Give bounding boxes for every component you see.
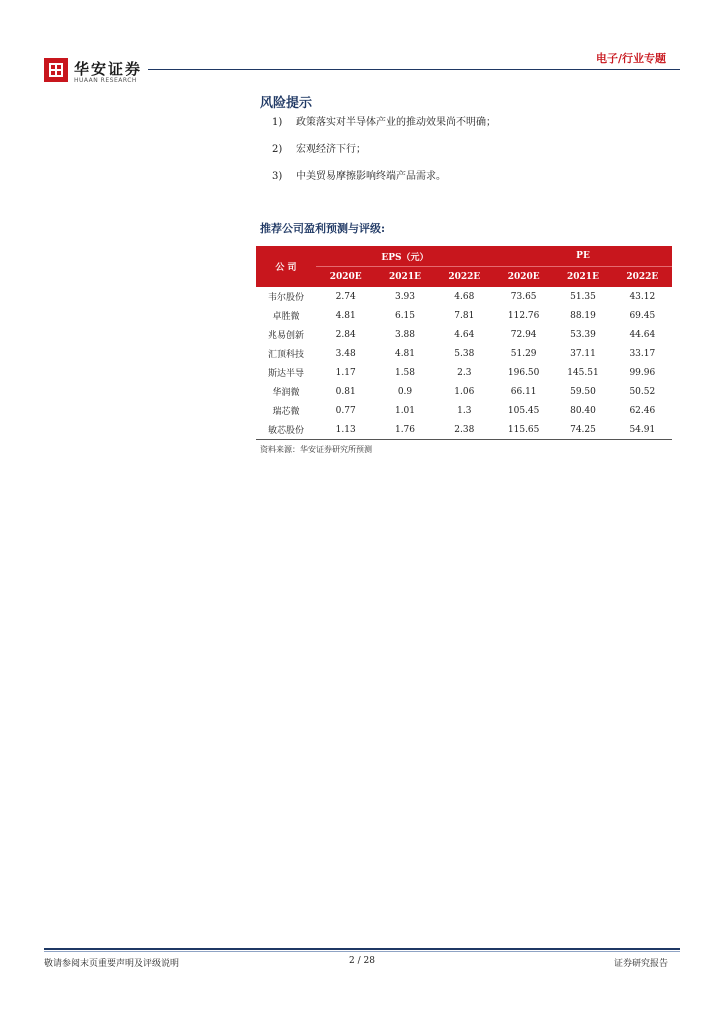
- header-divider: [148, 69, 680, 70]
- risk-list: [272, 114, 496, 195]
- value-cell: 74.25: [553, 420, 612, 440]
- value-cell: 1.13: [316, 420, 375, 440]
- value-cell: 6.15: [394, 310, 416, 321]
- value-cell: 80.40: [570, 405, 596, 416]
- value-cell: 1.06: [454, 386, 475, 397]
- value-cell: 99.96: [629, 367, 656, 378]
- column-header-year: 2020E: [494, 267, 553, 288]
- value-cell: 72.94: [510, 329, 537, 340]
- value-cell: 50.52: [629, 386, 656, 397]
- column-group-eps: EPS（元）: [316, 246, 494, 267]
- value-cell: 0.77: [335, 405, 356, 416]
- page-number: 2 / 28: [349, 956, 375, 966]
- risk-item-text: 中美贸易摩擦影响终端产品需求。: [296, 171, 446, 182]
- value-cell: 112.76: [507, 310, 540, 321]
- value-cell: 4.68: [454, 291, 475, 302]
- table-row: [256, 420, 672, 440]
- value-cell: 59.50: [570, 386, 596, 397]
- risk-item-text: 宏观经济下行；: [296, 144, 366, 155]
- table-row: [256, 382, 672, 401]
- value-cell: 4.81: [394, 348, 416, 359]
- huaan-logo-icon: [44, 58, 68, 82]
- risk-item: [272, 141, 496, 168]
- value-cell: 33.17: [629, 348, 656, 359]
- value-cell: 145.51: [567, 367, 599, 378]
- value-cell: 4.64: [454, 329, 475, 340]
- report-category: 电子/行业专题: [595, 52, 666, 65]
- value-cell: 0.81: [335, 386, 356, 397]
- value-cell: 105.45: [507, 405, 540, 416]
- value-cell: 4.81: [335, 310, 356, 321]
- value-cell: 51.35: [570, 291, 596, 302]
- value-cell: 2.84: [335, 329, 356, 340]
- value-cell: 1.58: [394, 367, 416, 378]
- value-cell: 66.11: [510, 386, 537, 397]
- company-name-cell: 卓胜微: [272, 312, 300, 322]
- column-header-company: 公 司: [256, 246, 316, 287]
- value-cell: 5.38: [454, 348, 475, 359]
- risk-section-title: 风险提示: [260, 96, 313, 111]
- value-cell: 37.11: [570, 348, 596, 359]
- risk-item-number: 2): [272, 144, 283, 155]
- value-cell: 1.01: [394, 405, 416, 416]
- table-row: [256, 401, 672, 420]
- risk-item-text: 政策落实对半导体产业的推动效果尚不明确；: [296, 117, 496, 128]
- value-cell: 51.29: [510, 348, 537, 359]
- value-cell: 44.64: [629, 329, 656, 340]
- footer-report-type: 证券研究报告: [613, 959, 668, 969]
- value-cell: 54.91: [613, 420, 672, 440]
- table-row: [256, 325, 672, 344]
- table-row: [256, 363, 672, 382]
- value-cell: 3.93: [394, 291, 416, 302]
- column-group-pe: PE: [494, 246, 672, 267]
- value-cell: 2.3: [457, 367, 472, 378]
- value-cell: 88.19: [570, 310, 596, 321]
- value-cell: 73.65: [510, 291, 537, 302]
- company-name-cell: 瑞芯微: [272, 407, 300, 417]
- table-row: [256, 287, 672, 306]
- table-source-note: 资料来源：华安证券研究所预测: [260, 445, 372, 454]
- table-row: [256, 344, 672, 363]
- footer-disclaimer: 敬请参阅末页重要声明及评级说明: [44, 959, 180, 969]
- company-name-cell: 兆易创新: [267, 331, 304, 341]
- value-cell: 115.65: [494, 420, 553, 440]
- column-header-year: 2021E: [375, 267, 434, 288]
- company-name-cell: 华润微: [272, 388, 300, 398]
- risk-item: [272, 168, 496, 195]
- table-row: [256, 306, 672, 325]
- company-name-cell: 汇顶科技: [267, 350, 304, 360]
- column-header-year: 2022E: [435, 267, 494, 288]
- risk-item: [272, 114, 496, 141]
- column-header-year: 2022E: [613, 267, 672, 288]
- risk-item-number: 3): [272, 171, 283, 182]
- value-cell: 53.39: [570, 329, 596, 340]
- company-name-cell: 韦尔股份: [267, 293, 304, 303]
- footer-divider: [44, 948, 680, 950]
- value-cell: 62.46: [629, 405, 656, 416]
- value-cell: 1.76: [375, 420, 434, 440]
- column-header-year: 2021E: [553, 267, 612, 288]
- brand-name: 华安证券: [74, 60, 143, 78]
- value-cell: 43.12: [629, 291, 656, 302]
- value-cell: 3.88: [394, 329, 416, 340]
- value-cell: 3.48: [335, 348, 356, 359]
- value-cell: 2.38: [435, 420, 494, 440]
- value-cell: 69.45: [629, 310, 656, 321]
- column-header-year: 2020E: [316, 267, 375, 288]
- risk-item-number: 1): [272, 117, 283, 128]
- value-cell: 0.9: [397, 386, 413, 397]
- footer-divider-thin: [44, 951, 680, 952]
- value-cell: 1.3: [457, 405, 472, 416]
- brand-name-en: HUAAN RESEARCH: [74, 77, 137, 84]
- value-cell: 2.74: [335, 291, 356, 302]
- company-name-cell: 敏芯股份: [256, 420, 316, 440]
- value-cell: 7.81: [454, 310, 475, 321]
- value-cell: 196.50: [507, 367, 540, 378]
- forecast-table-title: 推荐公司盈利预测与评级:: [260, 222, 386, 235]
- company-name-cell: 斯达半导: [267, 369, 304, 379]
- value-cell: 1.17: [335, 367, 356, 378]
- forecast-table: [256, 246, 672, 440]
